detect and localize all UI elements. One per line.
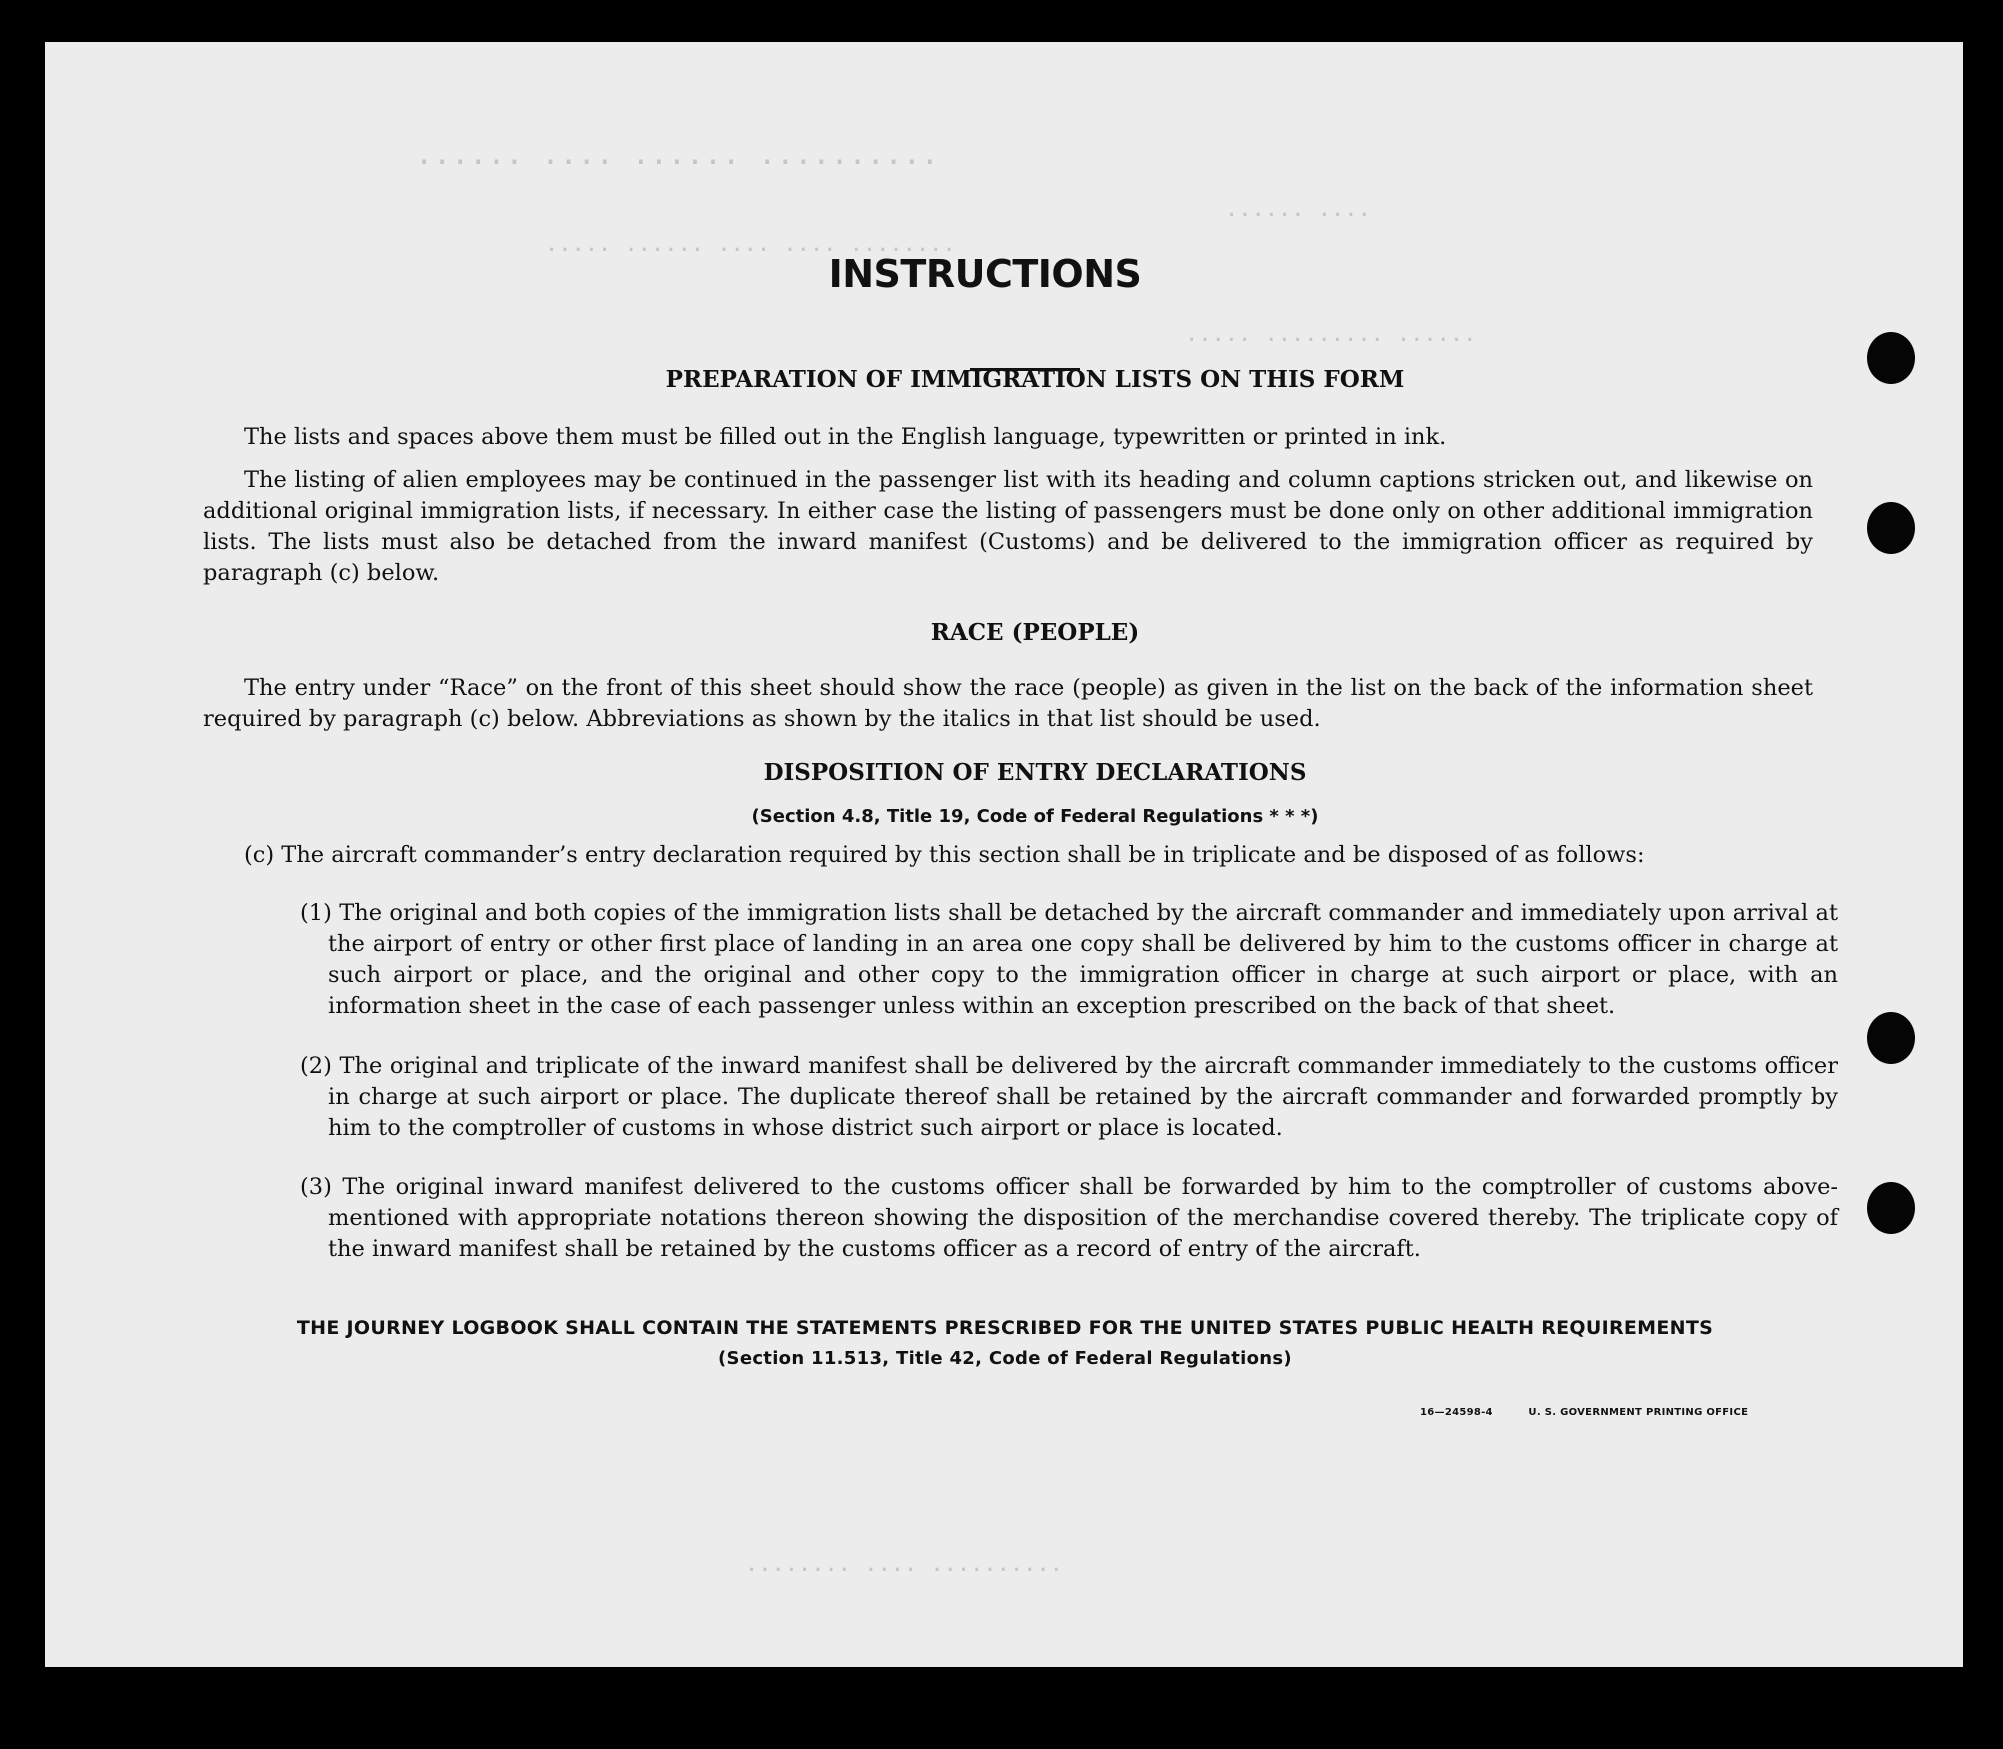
list-item: (2) The original and triplicate of the inward manifest shall be delivered by the aircraft commander immediately to the customs officer in charge at such airport or place. The duplicate thereof shall be retained by the aircraft commander and forwarded promptly by him to the comptroller of customs in whose district such airport or place is located.: [300, 1053, 1838, 1141]
paragraph: The listing of alien employees may be continued in the passenger list with its heading and column captions stricken out, and likewise on additional original immigration lists, if necessary. In either case the listing of passengers must be done only on other additional immigration lists. The lists must also be detached from the inward manifest (Customs) and be delivered to the immigration officer as required by paragraph (c) below.: [203, 467, 1813, 586]
bleed-through: .... ......: [1225, 197, 1371, 222]
page-title: INSTRUCTIONS: [828, 252, 1142, 296]
public-health-notice: THE JOURNEY LOGBOOK SHALL CONTAIN THE STATEMENTS PRESCRIBED FOR THE UNITED STATES PUBLIC HEALTH REQUIREMENTS: [296, 1317, 1714, 1339]
section-heading-race: RACE (PEOPLE): [930, 619, 1140, 646]
punch-hole: [1867, 1182, 1915, 1234]
form-number: 16—24598-4: [1420, 1407, 1493, 1418]
section-heading-disposition: DISPOSITION OF ENTRY DECLARATIONS: [763, 759, 1307, 786]
punch-hole: [1867, 1012, 1915, 1064]
bleed-through: .......... ...... .... ......: [415, 137, 939, 172]
paragraph: The entry under “Race” on the front of this sheet should show the race (people) as given in the list on the back of the information sheet required by paragraph (c) below. Abbreviations as shown by the italics in that list should be used.: [203, 675, 1813, 732]
punch-hole: [1867, 502, 1915, 554]
paragraph: The lists and spaces above them must be filled out in the English language, typewritten or printed in ink.: [244, 424, 1447, 450]
public-health-citation: (Section 11.513, Title 42, Code of Federal Regulations): [718, 1348, 1292, 1369]
printer-name: U. S. GOVERNMENT PRINTING OFFICE: [1528, 1407, 1749, 1418]
bleed-through: .......... .... ........: [745, 1552, 1063, 1577]
bleed-through: ...... ......... .....: [1185, 322, 1477, 347]
document-page: [45, 42, 1963, 1667]
form-footer: [1420, 1407, 1748, 1418]
section-subheading: (Section 4.8, Title 19, Code of Federal Regulations * * *): [751, 806, 1319, 827]
paragraph: (c) The aircraft commander’s entry declaration required by this section shall be in triplicate and be disposed of as follows:: [244, 842, 1645, 868]
list-item: (1) The original and both copies of the immigration lists shall be detached by the aircraft commander and immediately upon arrival at the airport of entry or other first place of landing in an area one copy shall be delivered by him to the customs officer in charge at such airport or place, and the original and other copy to the immigration officer in charge at such airport or place, with an information sheet in the case of each passenger unless within an exception prescribed on the back of that sheet.: [300, 900, 1838, 1019]
list-item: (3) The original inward manifest delivered to the customs officer shall be forwarded by him to the comptroller of customs above-mentioned with appropriate notations thereon showing the disposition of the merchandise covered thereby. The triplicate copy of the inward manifest shall be retained by the customs officer as a record of entry of the aircraft.: [300, 1174, 1838, 1262]
bleed-through: ........ .... .... ...... .....: [545, 232, 956, 257]
section-heading-preparation: PREPARATION OF IMMIGRATION LISTS ON THIS FORM: [665, 366, 1405, 393]
